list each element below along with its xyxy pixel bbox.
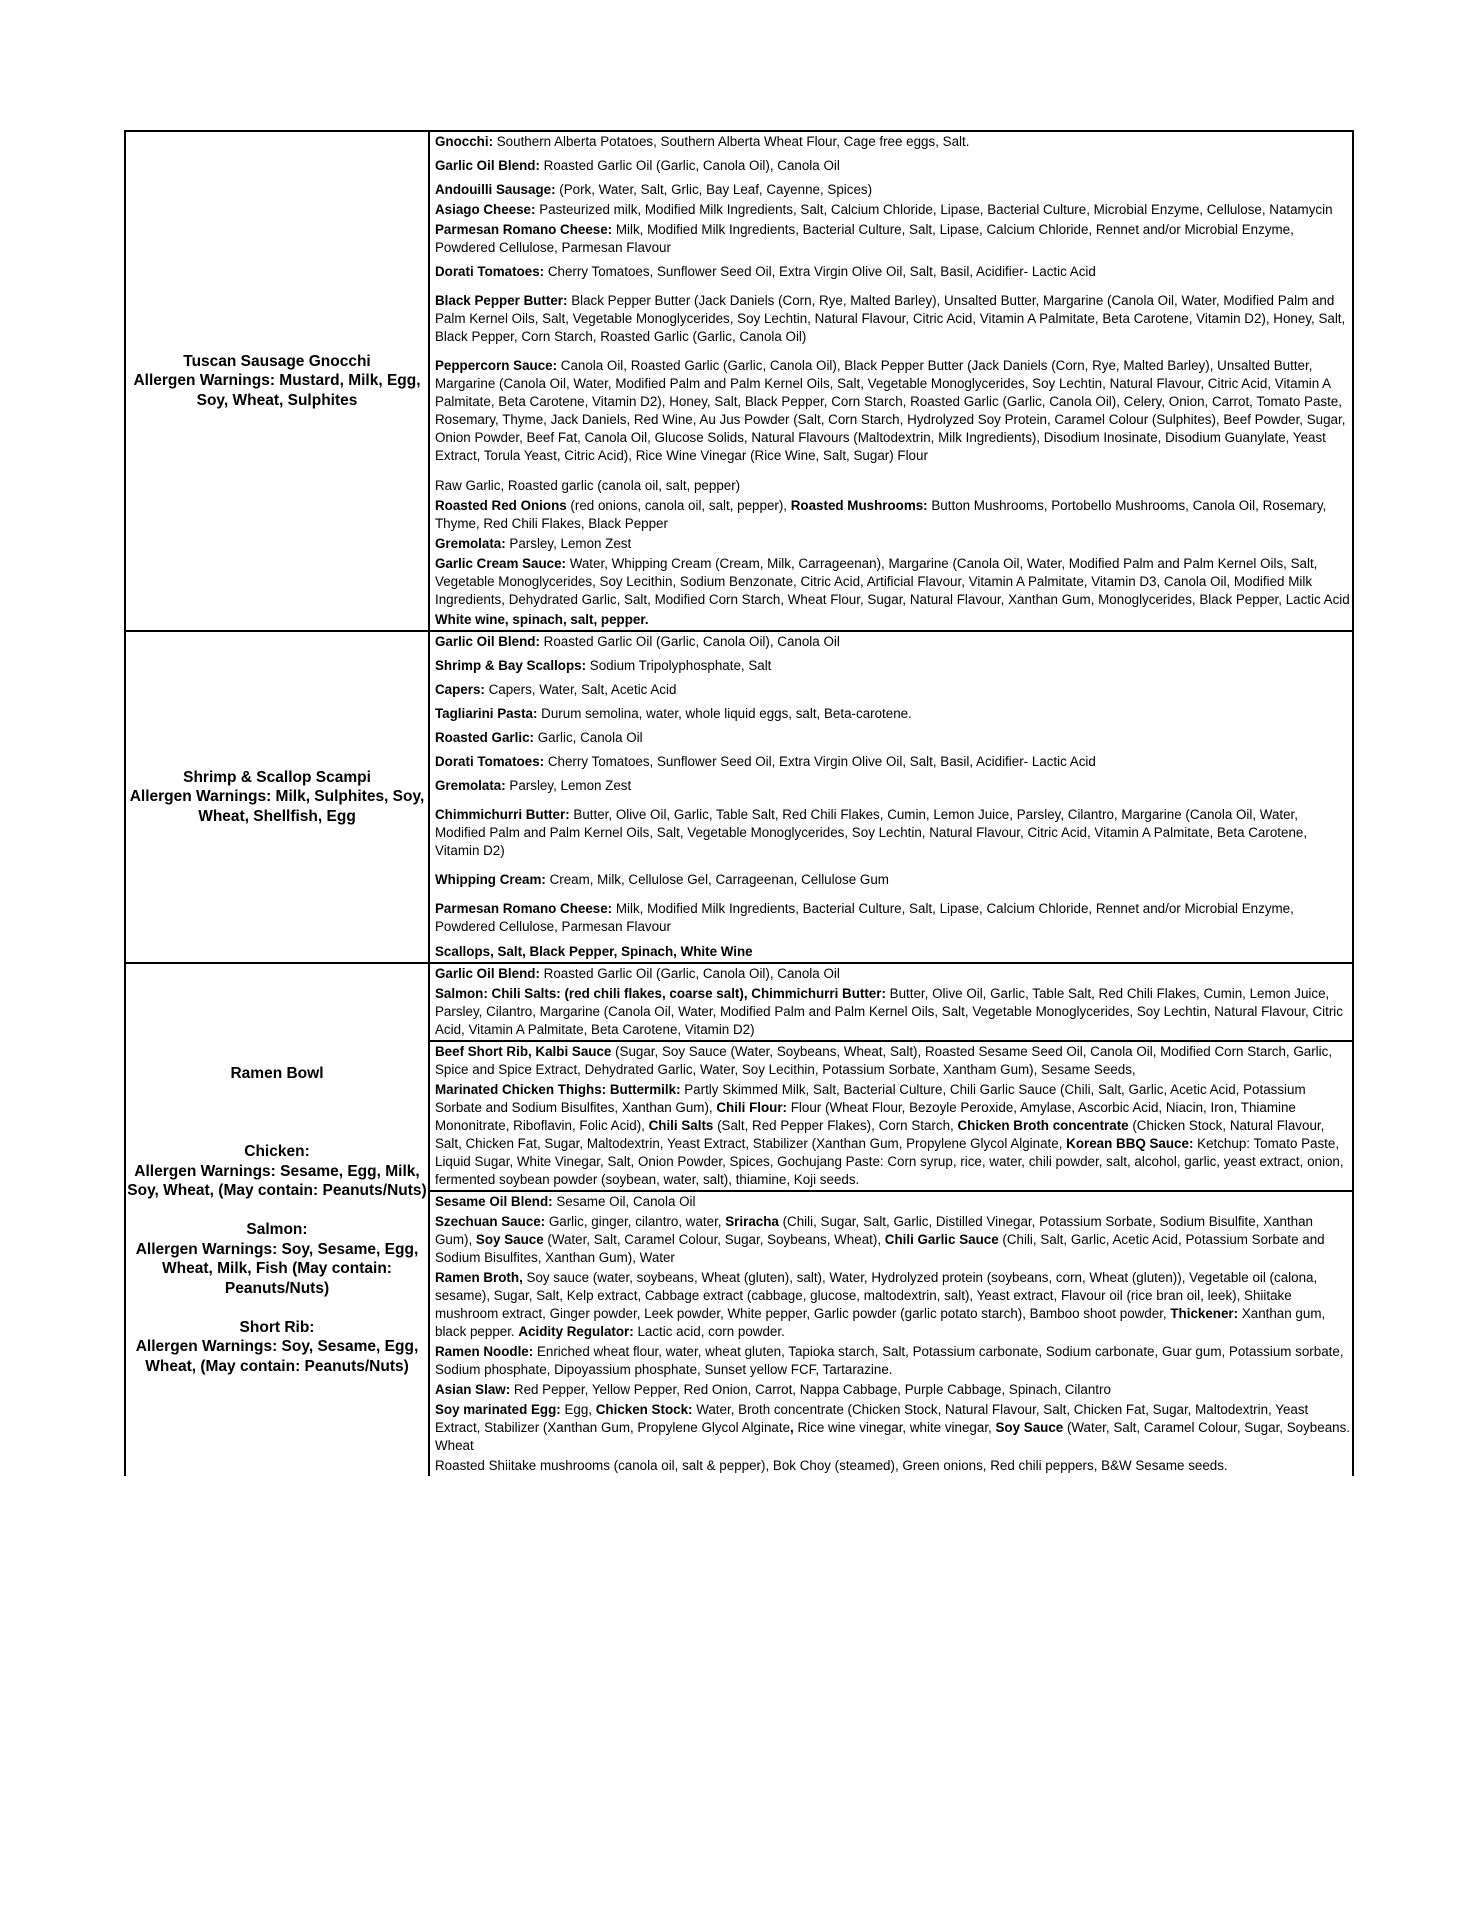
ingredient-line: Asian Slaw: Red Pepper, Yellow Pepper, Red Onion, Carrot, Nappa Cabbage, Purple Cabbage, Spinach, Cilantro: [435, 1382, 1111, 1397]
ingredient-line: Sesame Oil Blend: Sesame Oil, Canola Oil: [435, 1194, 696, 1209]
ingredient-line: Andouilli Sausage: (Pork, Water, Salt, Grlic, Bay Leaf, Cayenne, Spices): [435, 182, 873, 197]
allergen-warning: Allergen Warnings: Mustard, Milk, Egg, Soy, Wheat, Sulphites: [133, 372, 421, 409]
table-row: [125, 631, 1353, 963]
ingredient-line: Garlic Oil Blend: Roasted Garlic Oil (Garlic, Canola Oil), Canola Oil: [435, 158, 840, 173]
ingredient-line: Shrimp & Bay Scallops: Sodium Tripolyphosphate, Salt: [435, 658, 772, 673]
ingredient-line: Peppercorn Sauce: Canola Oil, Roasted Garlic (Garlic, Canola Oil), Black Pepper Butter (Jack Daniels (Corn, Rye, Malted Barley), Unsalted Butter, Margarine (Canola Oil, Water, Modified Palm and Palm Kernel Oils, Salt, Vegetable Monoglycerides, Soy Lechtin, Natural Flavour, Citric Acid, Vitamin A Palmitate, Beta Carotene, Vitamin D2), Honey, Salt, Black Pepper, Corn Starch, Roasted Garlic (Garlic, Canola Oil), Celery, Onion, Carrot, Tomato Paste, Rosemary, Thyme, Jack Daniels, Red Wine, Au Jus Powder (Salt, Corn Starch, Hydrolyzed Soy Protein, Caramel Colour (Sulphites), Beef Powder, Sugar, Onion Powder, Beef Fat, Canola Oil, Glucose Solids, Natural Flavours (Maltodextrin, Milk Ingredients), Disodium Inosinate, Disodium Guanylate, Yeast Extract, Torula Yeast, Citric Acid), Rice Wine Vinegar (Rice Wine, Salt, Sugar) Flour: [435, 358, 1346, 463]
ingredient-line: Gnocchi: Southern Alberta Potatoes, Southern Alberta Wheat Flour, Cage free eggs, Salt.: [435, 134, 970, 149]
ingredient-section: [430, 1190, 1352, 1476]
dish-name: Ramen Bowl: [230, 1065, 324, 1082]
ingredient-line: Beef Short Rib, Kalbi Sauce (Sugar, Soy Sauce (Water, Soybeans, Wheat, Salt), Roasted Sesame Seed Oil, Canola Oil, Modified Corn Starch, Garlic, Spice and Spice Extract, Dehydrated Garlic, Water, Soy Lecithin, Potassium Sorbate, Xantham Gum), Sesame Seeds,: [435, 1044, 1333, 1077]
ingredient-line: Whipping Cream: Cream, Milk, Cellulose Gel, Carrageenan, Cellulose Gum: [435, 872, 889, 887]
ingredient-line: Roasted Red Onions (red onions, canola oil, salt, pepper), Roasted Mushrooms: Button Mushrooms, Portobello Mushrooms, Canola Oil, Rosemary, Thyme, Red Chili Flakes, Black Pepper: [435, 498, 1327, 531]
ingredient-line: Dorati Tomatoes: Cherry Tomatoes, Sunflower Seed Oil, Extra Virgin Olive Oil, Salt, Basil, Acidifier- Lactic Acid: [435, 754, 1096, 769]
ingredient-line: Gremolata: Parsley, Lemon Zest: [435, 536, 632, 551]
allergen-group-heading: Chicken:: [244, 1143, 310, 1160]
ingredient-section: [430, 1040, 1352, 1190]
dish-name: Tuscan Sausage Gnocchi: [183, 352, 371, 370]
allergen-table: [124, 130, 1354, 1476]
ingredient-line: White wine, spinach, salt, pepper.: [435, 612, 649, 627]
ingredient-line: Garlic Oil Blend: Roasted Garlic Oil (Garlic, Canola Oil), Canola Oil: [435, 634, 840, 649]
ingredient-line: Szechuan Sauce: Garlic, ginger, cilantro, water, Sriracha (Chili, Sugar, Salt, Garlic, Distilled Vinegar, Potassium Sorbate, Sodium Bisulfite, Xanthan Gum), Soy Sauce (Water, Salt, Caramel Colour, Sugar, Soybeans, Wheat), Chili Garlic Sauce (Chili, Salt, Garlic, Acetic Acid, Potassium Sorbate and Sodium Bisulfites, Xanthan Gum), Water: [435, 1214, 1325, 1265]
ingredient-line: Black Pepper Butter: Black Pepper Butter (Jack Daniels (Corn, Rye, Malted Barley), Unsalted Butter, Margarine (Canola Oil, Water, Modified Palm and Palm Kernel Oils, Salt, Vegetable Monoglycerides, Soy Lechtin, Natural Flavour, Citric Acid, Vitamin A Palmitate, Beta Carotene, Vitamin D2), Honey, Salt, Black Pepper, Corn Starch, Roasted Garlic (Garlic, Canola Oil): [435, 293, 1346, 344]
ingredient-line: Roasted Garlic: Garlic, Canola Oil: [435, 730, 643, 745]
dish-cell: [125, 131, 429, 631]
ingredient-cell: [429, 131, 1353, 631]
ingredient-line: Dorati Tomatoes: Cherry Tomatoes, Sunflower Seed Oil, Extra Virgin Olive Oil, Salt, Basil, Acidifier- Lactic Acid: [435, 264, 1096, 279]
table-row: [125, 131, 1353, 631]
ingredient-line: Salmon: Chili Salts: (red chili flakes, coarse salt), Chimmichurri Butter: Butter, Olive Oil, Garlic, Table Salt, Red Chili Flakes, Cumin, Lemon Juice, Parsley, Cilantro, Margarine (Canola Oil, Water, Modified Palm and Palm Kernel Oils, Salt, Vegetable Monoglycerides, Soy Lechtin, Natural Flavour, Citric Acid, Vitamin A Palmitate, Beta Carotene, Vitamin D2): [435, 986, 1343, 1037]
ingredient-section: [430, 964, 1352, 1040]
dish-cell: [125, 963, 429, 1476]
allergen-group-heading: Short Rib:: [239, 1318, 315, 1336]
ingredient-line: Chimmichurri Butter: Butter, Olive Oil, Garlic, Table Salt, Red Chili Flakes, Cumin, Lemon Juice, Parsley, Cilantro, Margarine (Canola Oil, Water, Modified Palm and Palm Kernel Oils, Salt, Vegetable Monoglycerides, Soy Lechtin, Natural Flavour, Citric Acid, Vitamin A Palmitate, Beta Carotene, Vitamin D2): [435, 807, 1308, 858]
ingredient-line: Asiago Cheese: Pasteurized milk, Modified Milk Ingredients, Salt, Calcium Chloride, Lipase, Bacterial Culture, Microbial Enzyme, Cellulose, Natamycin: [435, 202, 1333, 217]
ingredient-cell: [429, 963, 1353, 1476]
allergen-warning: Allergen Warnings: Soy, Sesame, Egg, Wheat, Milk, Fish (May contain: Peanuts/Nuts): [135, 1240, 419, 1297]
allergen-warning: Allergen Warnings: Milk, Sulphites, Soy, Wheat, Shellfish, Egg: [129, 788, 425, 825]
allergen-warning: Allergen Warnings: Sesame, Egg, Milk, Soy, Wheat, (May contain: Peanuts/Nuts): [127, 1162, 427, 1199]
ingredient-line: Roasted Shiitake mushrooms (canola oil, salt & pepper), Bok Choy (steamed), Green onions, Red chili peppers, B&W Sesame seeds.: [435, 1458, 1228, 1473]
ingredient-line: Raw Garlic, Roasted garlic (canola oil, salt, pepper): [435, 478, 741, 493]
table-row: [125, 963, 1353, 1476]
dish-name: Shrimp & Scallop Scampi: [183, 768, 371, 786]
ingredient-line: Garlic Cream Sauce: Water, Whipping Cream (Cream, Milk, Carrageenan), Margarine (Canola Oil, Water, Modified Palm and Palm Kernel Oils, Salt, Vegetable Monoglycerides, Soy Lecithin, Sodium Benzonate, Citric Acid, Artificial Flavour, Vitamin A Palmitate, Vitamin D3, Canola Oil, Modified Milk Ingredients, Dehydrated Garlic, Salt, Modified Corn Starch, Wheat Flour, Sugar, Natural Flavour, Xanthan Gum, Monoglycerides, Black Pepper, Lactic Acid: [435, 556, 1350, 607]
ingredient-line: Garlic Oil Blend: Roasted Garlic Oil (Garlic, Canola Oil), Canola Oil: [435, 966, 840, 981]
ingredient-line: Scallops, Salt, Black Pepper, Spinach, White Wine: [435, 944, 753, 959]
allergen-warning: Allergen Warnings: Soy, Sesame, Egg, Wheat, (May contain: Peanuts/Nuts): [135, 1338, 419, 1375]
ingredient-line: Ramen Broth, Soy sauce (water, soybeans, Wheat (gluten), salt), Water, Hydrolyzed protein (soybeans, corn, Wheat (gluten)), Vegetable oil (calona, sesame), Sugar, Salt, Kelp extract, Cabbage extract (cabbage, glucose, maltodextrin, salt), Yeast extract, Flavour oil (rice bran oil, leek), Shiitake mushroom extract, Ginger powder, Leek powder, White pepper, Garlic powder (garlic potato starch), Bamboo shoot powder, Thickener: Xanthan gum, black pepper. Acidity Regulator: Lactic acid, corn powder.: [435, 1270, 1326, 1339]
dish-cell: [125, 631, 429, 963]
ingredient-line: Soy marinated Egg: Egg, Chicken Stock: Water, Broth concentrate (Chicken Stock, Natural Flavour, Salt, Chicken Fat, Sugar, Maltodextrin, Yeast Extract, Stabilizer (Xanthan Gum, Propylene Glycol Alginate, Rice wine vinegar, white vinegar, Soy Sauce (Water, Salt, Caramel Colour, Sugar, Soybeans. Wheat: [435, 1402, 1351, 1453]
ingredient-line: Parmesan Romano Cheese: Milk, Modified Milk Ingredients, Bacterial Culture, Salt, Lipase, Calcium Chloride, Rennet and/or Microbial Enzyme, Powdered Cellulose, Parmesan Flavour: [435, 901, 1294, 934]
ingredient-line: Parmesan Romano Cheese: Milk, Modified Milk Ingredients, Bacterial Culture, Salt, Lipase, Calcium Chloride, Rennet and/or Microbial Enzyme, Powdered Cellulose, Parmesan Flavour: [435, 222, 1294, 255]
allergen-group-heading: Salmon:: [246, 1221, 308, 1238]
ingredient-line: Marinated Chicken Thighs: Buttermilk: Partly Skimmed Milk, Salt, Bacterial Culture, Chili Garlic Sauce (Chili, Salt, Garlic, Acetic Acid, Potassium Sorbate and Sodium Bisulfites, Xanthan Gum), Chili Flour: Flour (Wheat Flour, Bezoyle Peroxide, Amylase, Ascorbic Acid, Niacin, Iron, Thiamine Mononitrate, Riboflavin, Folic Acid), Chili Salts (Salt, Red Pepper Flakes), Corn Starch, Chicken Broth concentrate (Chicken Stock, Natural Flavour, Salt, Chicken Fat, Sugar, Maltodextrin, Yeast Extract, Stabilizer (Xanthan Gum, Propylene Glycol Alginate, Korean BBQ Sauce: Ketchup: Tomato Paste, Liquid Sugar, White Vinegar, Salt, Onion Powder, Spices, Gochujang Paste: Corn syrup, rice, water, chili powder, salt, alcohol, garlic, yeast extract, onion, fermented soybean powder (soybean, water, salt), thiamine, Koji seeds.: [435, 1082, 1344, 1187]
ingredient-line: Ramen Noodle: Enriched wheat flour, water, wheat gluten, Tapioka starch, Salt, Potassium carbonate, Sodium carbonate, Guar gum, Potassium sorbate, Sodium phosphate, Dipoyassium phosphate, Sunset yellow FCF, Tartarazine.: [435, 1344, 1344, 1377]
ingredient-line: Capers: Capers, Water, Salt, Acetic Acid: [435, 682, 677, 697]
ingredient-cell: [429, 631, 1353, 963]
ingredient-line: Tagliarini Pasta: Durum semolina, water, whole liquid eggs, salt, Beta-carotene.: [435, 706, 912, 721]
ingredient-line: Gremolata: Parsley, Lemon Zest: [435, 778, 632, 793]
